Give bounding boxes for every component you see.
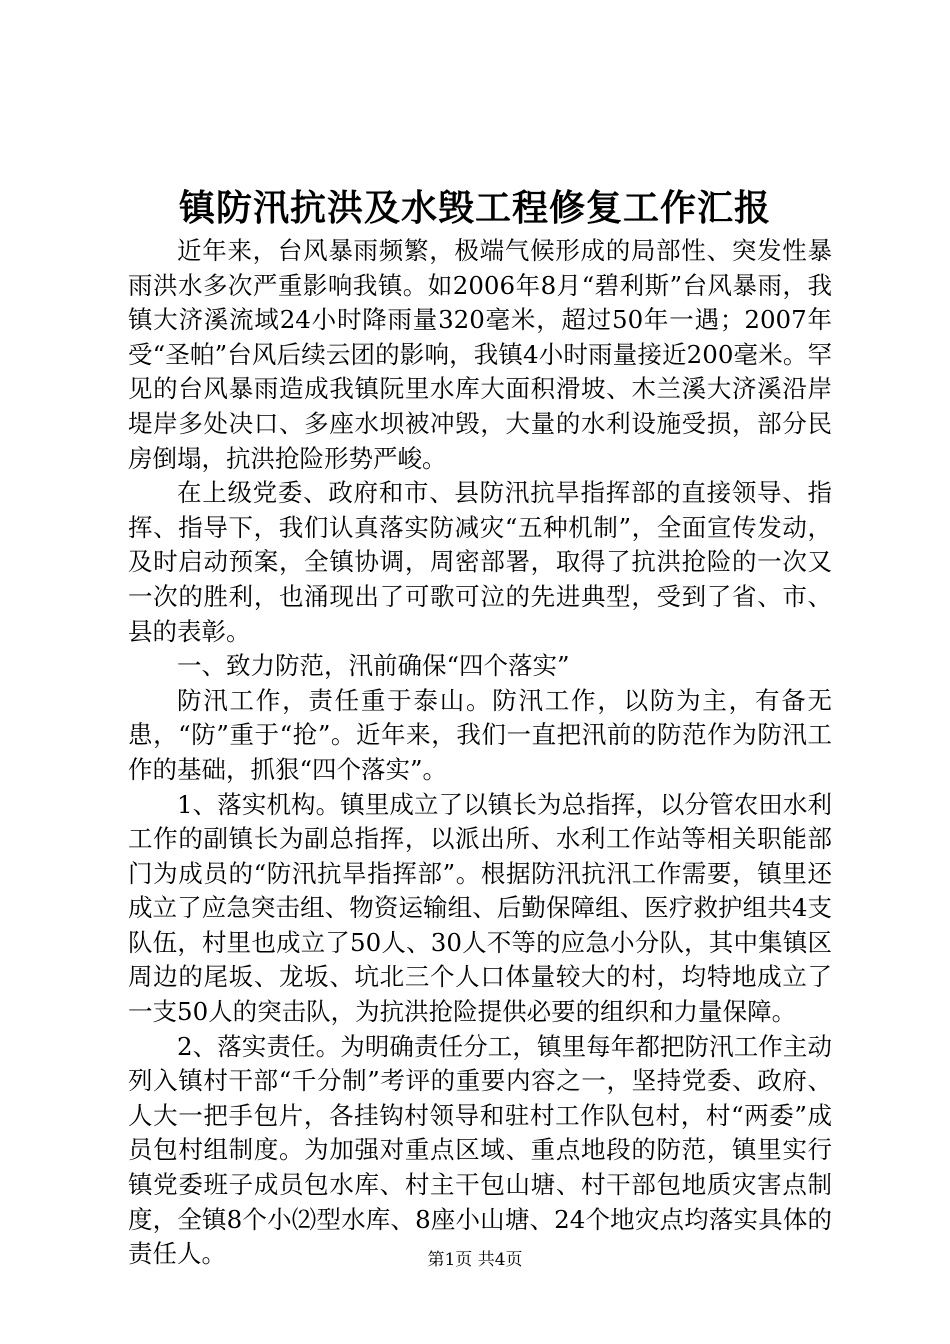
paragraph-intro: 近年来，台风暴雨频繁，极端气候形成的局部性、突发性暴雨洪水多次严重影响我镇。如2006年8月“碧利斯”台风暴雨，我镇大济溪流域24小时降雨量320毫米，超过50年一遇；2007年受“圣帕”台风后续云团的影响，我镇4小时雨量接近200毫米。罕见的台风暴雨造成我镇阮里水库大面积滑坡、木兰溪大济溪沿岸堤岸多处决口、多座水坝被冲毁，大量的水利设施受损，部分民房倒塌，抗洪抢险形势严峻。 [128,236,832,473]
paragraph-organization: 1、落实机构。镇里成立了以镇长为总指挥，以分管农田水利工作的副镇长为副总指挥，以派出所、水利工作站等相关职能部门为成员的“防汛抗旱指挥部”。根据防汛抗汛工作需要，镇里还成立了应急突击组、物资运输组、后勤保障组、医疗救护组共4支队伍，村里也成立了50人、30人不等的应急小分队，其中集镇区周边的尾坂、龙坂、坑北三个人口体量较大的村，均特地成立了一支50人的突击队，为抗洪抢险提供必要的组织和力量保障。 [128,789,832,1027]
paragraph-responsibility: 2、落实责任。为明确责任分工，镇里每年都把防汛工作主动列入镇村干部“千分制”考评的重要内容之一，坚持党委、政府、人大一把手包片，各挂钩村领导和驻村工作队包村，村“两委”成员包村组制度。为加强对重点区域、重点地段的防范，镇里实行镇党委班子成员包水库、村主干包山塘、村干部包地质灾害点制度，全镇8个小⑵型水库、8座小山塘、24个地灾点均落实具体的责任人。 [128,1031,832,1269]
document-title: 镇防汛抗洪及水毁工程修复工作汇报 [178,187,771,229]
page-number-footer: 第1页 共4页 [427,1250,523,1270]
paragraph-prevention: 防汛工作，责任重于泰山。防汛工作，以防为主，有备无患，“防”重于“抢”。近年来，我们一直把汛前的防范作为防汛工作的基础，抓狠“四个落实”。 [128,685,832,784]
document-body [128,234,832,1272]
section-heading-1: 一、致力防范，汛前确保“四个落实” [177,651,570,681]
paragraph-leadership: 在上级党委、政府和市、县防汛抗旱指挥部的直接领导、指挥、指导下，我们认真落实防减灾“五种机制”，全面宣传发动，及时启动预案，全镇协调，周密部署，取得了抗洪抢险的一次又一次的胜利，也涌现出了可歌可泣的先进典型，受到了省、市、县的表彰。 [128,478,832,646]
